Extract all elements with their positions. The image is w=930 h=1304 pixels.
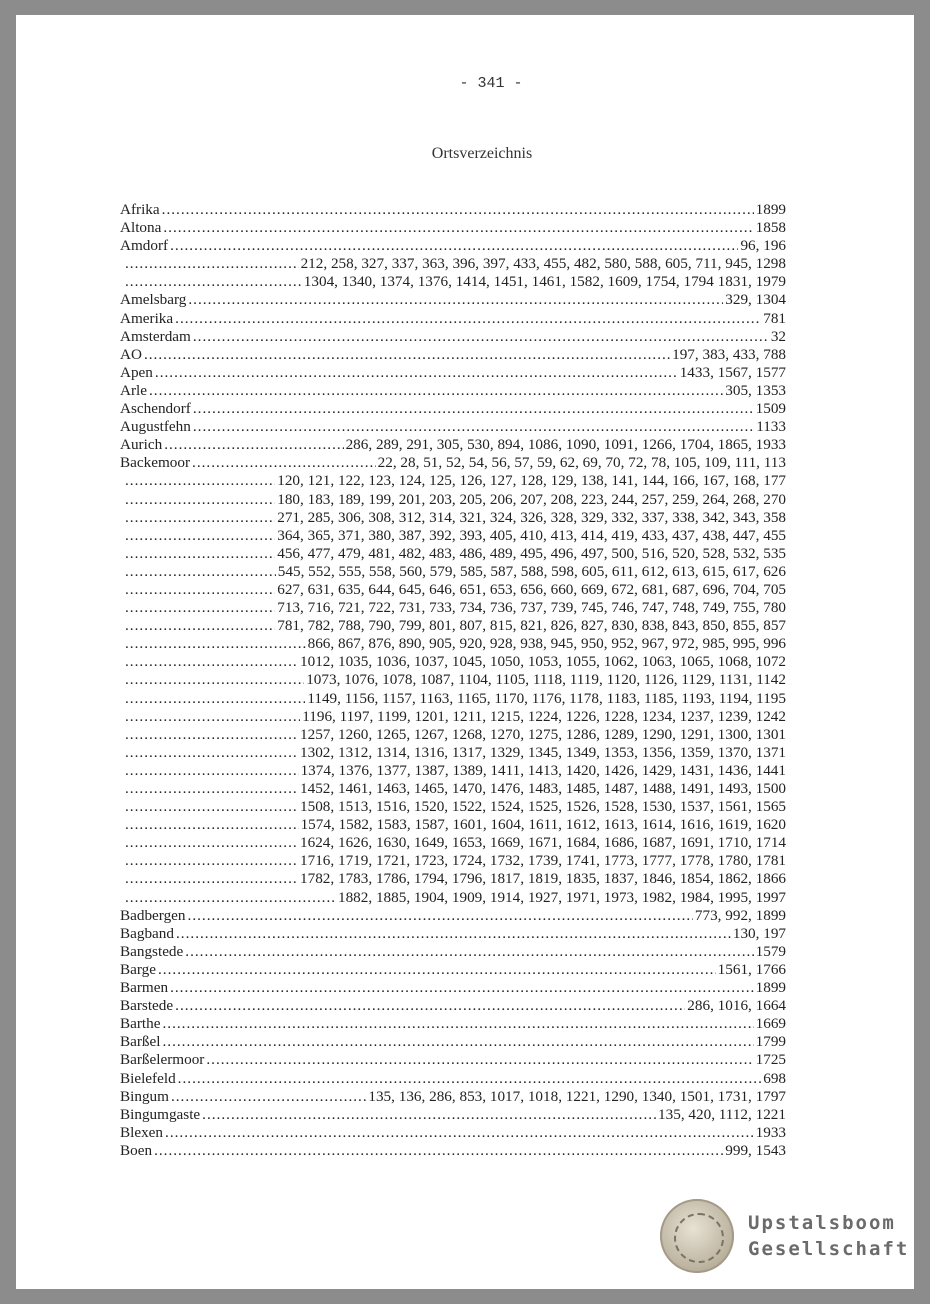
dot-leader [162, 201, 754, 219]
place-name: Barthe [120, 1015, 161, 1033]
dot-leader [176, 925, 731, 943]
index-entry [120, 364, 786, 382]
dot-leader [165, 1124, 754, 1142]
page-references: 1196, 1197, 1199, 1201, 1211, 1215, 1224, 1226, 1228, 1234, 1237, 1239, 1242 [302, 707, 786, 725]
dot-leader [193, 328, 769, 346]
page-references: 286, 289, 291, 305, 530, 894, 1086, 1090, 1091, 1266, 1704, 1865, 1933 [345, 436, 786, 454]
index-entry-continuation [120, 816, 786, 834]
page-references: 1882, 1885, 1904, 1909, 1914, 1927, 1971, 1973, 1982, 1984, 1995, 1997 [337, 888, 786, 906]
page-references: 1858 [755, 219, 786, 237]
place-name: AO [120, 345, 142, 363]
page-references: 1302, 1312, 1314, 1316, 1317, 1329, 1345, 1349, 1353, 1356, 1359, 1370, 1371 [300, 743, 786, 761]
page-references: 130, 197 [732, 924, 786, 942]
dot-leader [125, 889, 336, 907]
index-entry-continuation [120, 762, 786, 780]
place-name: Backemoor [120, 454, 191, 472]
index-entry-continuation [120, 852, 786, 870]
seal-icon [660, 1199, 734, 1273]
index-entry [120, 328, 786, 346]
page-references: 1561, 1766 [717, 960, 786, 978]
place-name: Bingumgaste [120, 1105, 201, 1123]
page-references: 329, 1304 [725, 291, 786, 309]
dot-leader [125, 726, 298, 744]
index-entry-continuation [120, 527, 786, 545]
dot-leader [125, 653, 298, 671]
page-references: 1433, 1567, 1577 [679, 363, 786, 381]
index-entry-continuation [120, 653, 786, 671]
dot-leader [125, 834, 298, 852]
dot-leader [175, 997, 685, 1015]
index-entry-continuation [120, 889, 786, 907]
index-entry-continuation [120, 581, 786, 599]
dot-leader [125, 708, 300, 726]
dot-leader [162, 1033, 753, 1051]
place-name: Amsterdam [120, 327, 191, 345]
index-entry [120, 418, 786, 436]
dot-leader [125, 762, 299, 780]
page-references: 781 [763, 309, 786, 327]
dot-leader [125, 581, 275, 599]
page-references: 1624, 1626, 1630, 1649, 1653, 1669, 1671, 1684, 1686, 1687, 1691, 1710, 1714 [300, 834, 786, 852]
index-entry-continuation [120, 545, 786, 563]
page-references: 1799 [755, 1033, 786, 1051]
dot-leader [125, 870, 298, 888]
place-name: Bangstede [120, 942, 184, 960]
dot-leader [125, 744, 298, 762]
page-references: 456, 477, 479, 481, 482, 483, 486, 489, 495, 496, 497, 500, 516, 520, 528, 532, 535 [277, 544, 786, 562]
page-references: 1452, 1461, 1463, 1465, 1470, 1476, 1483, 1485, 1487, 1488, 1491, 1493, 1500 [300, 780, 786, 797]
page-references: 305, 1353 [725, 381, 786, 399]
index-entry [120, 1015, 786, 1033]
index-entry [120, 436, 786, 454]
index-entry-continuation [120, 635, 786, 653]
page-title: Ortsverzeichnis [431, 145, 533, 162]
index-entry [120, 1033, 786, 1051]
place-name: Bingum [120, 1087, 169, 1105]
index-entry-continuation [120, 599, 786, 617]
index-entry [120, 1124, 786, 1142]
dot-leader [154, 1142, 723, 1160]
index-entry [120, 961, 786, 979]
place-name: Barstede [120, 997, 174, 1015]
page-references: 135, 136, 286, 853, 1017, 1018, 1221, 1290, 1340, 1501, 1731, 1797 [368, 1087, 786, 1105]
dot-leader [125, 527, 275, 545]
page-references: 364, 365, 371, 380, 387, 392, 393, 405, 410, 413, 414, 419, 433, 437, 438, 447, 455 [277, 526, 786, 544]
place-name: Amelsbarg [120, 291, 187, 309]
place-name: Amerika [120, 309, 174, 327]
page-references: 212, 258, 327, 337, 363, 396, 397, 433, 455, 482, 580, 588, 605, 711, 945, 1298 [300, 255, 786, 273]
dot-leader [125, 635, 306, 653]
place-name: Amdorf [120, 237, 169, 255]
dot-leader [125, 255, 299, 273]
logo-text [748, 1210, 909, 1262]
dot-leader [202, 1106, 656, 1124]
page-references: 286, 1016, 1664 [687, 997, 786, 1015]
page-references: 698 [763, 1069, 786, 1087]
index-entry-continuation [120, 509, 786, 527]
index-entry [120, 1070, 786, 1088]
place-name: Barßelermoor [120, 1051, 205, 1069]
index-entry [120, 979, 786, 997]
page-references: 1304, 1340, 1374, 1376, 1414, 1451, 1461, 1582, 1609, 1754, 1794 1831, 1979 [303, 273, 786, 291]
place-name: Altona [120, 219, 162, 237]
page-references: 1073, 1076, 1078, 1087, 1104, 1105, 1118, 1119, 1120, 1126, 1129, 1131, 1142 [306, 671, 786, 689]
page-references: 1716, 1719, 1721, 1723, 1724, 1732, 1739, 1741, 1773, 1777, 1778, 1780, 1781 [300, 852, 786, 870]
page-references: 1574, 1582, 1583, 1587, 1601, 1604, 1611, 1612, 1613, 1614, 1616, 1619, 1620 [300, 816, 786, 834]
dot-leader [125, 617, 275, 635]
page-references: 1133 [756, 418, 786, 436]
index-entry [120, 310, 786, 328]
index-entry-continuation [120, 563, 786, 581]
page-references: 1899 [755, 201, 786, 218]
page-references: 197, 383, 433, 788 [672, 345, 786, 363]
index-entry [120, 925, 786, 943]
dot-leader [125, 273, 302, 291]
page-references: 1782, 1783, 1786, 1794, 1796, 1817, 1819, 1835, 1837, 1846, 1854, 1862, 1866 [300, 870, 786, 888]
index-entry [120, 382, 786, 400]
document-page [16, 15, 914, 1289]
dot-leader [170, 979, 754, 997]
place-name: Barßel [120, 1033, 161, 1051]
page-references: 1149, 1156, 1157, 1163, 1165, 1170, 1176, 1178, 1183, 1185, 1193, 1194, 1195 [307, 689, 786, 707]
dot-leader [125, 599, 275, 617]
dot-leader [155, 364, 678, 382]
logo-line-1: Upstalsboom [748, 1212, 896, 1234]
dot-leader [125, 563, 276, 581]
dot-leader [125, 798, 298, 816]
page-references: 545, 552, 555, 558, 560, 579, 585, 587, 588, 598, 605, 611, 612, 613, 615, 617, 626 [277, 562, 786, 580]
dot-leader [171, 1088, 366, 1106]
dot-leader [158, 961, 716, 979]
index-entry [120, 907, 786, 925]
page-references: 135, 420, 1112, 1221 [658, 1105, 786, 1123]
place-name: Badbergen [120, 906, 186, 924]
index-entry [120, 943, 786, 961]
dot-leader [188, 907, 693, 925]
dot-leader [149, 382, 723, 400]
index-entry-continuation [120, 491, 786, 509]
index-entry [120, 400, 786, 418]
place-name: Bielefeld [120, 1069, 176, 1087]
index-entry [120, 219, 786, 237]
index-entry [120, 237, 786, 255]
page-references: 713, 716, 721, 722, 731, 733, 734, 736, 737, 739, 745, 746, 747, 748, 749, 755, 780 [277, 599, 786, 617]
place-name: Boen [120, 1141, 153, 1159]
page-references: 1933 [755, 1123, 786, 1141]
page-references: 866, 867, 876, 890, 905, 920, 928, 938, 945, 950, 952, 967, 972, 985, 995, 996 [307, 635, 786, 653]
page-references: 1012, 1035, 1036, 1037, 1045, 1050, 1053, 1055, 1062, 1063, 1065, 1068, 1072 [300, 653, 786, 671]
page-references: 32 [770, 327, 786, 345]
dot-leader [125, 780, 298, 798]
place-name: Blexen [120, 1123, 164, 1141]
dot-leader [125, 671, 304, 689]
page-references: 180, 183, 189, 199, 201, 203, 205, 206, 207, 208, 223, 244, 257, 259, 264, 268, 270 [277, 490, 786, 508]
index-entry-continuation [120, 472, 786, 490]
place-name: Apen [120, 363, 153, 381]
page-references: 1508, 1513, 1516, 1520, 1522, 1524, 1525, 1526, 1528, 1530, 1537, 1561, 1565 [300, 798, 786, 816]
index-entry-continuation [120, 255, 786, 273]
page-references: 781, 782, 788, 790, 799, 801, 807, 815, 821, 826, 827, 830, 838, 843, 850, 855, 857 [277, 617, 786, 635]
index-entry-continuation [120, 798, 786, 816]
dot-leader [163, 219, 753, 237]
dot-leader [192, 454, 376, 472]
page-number: - 341 - [459, 75, 523, 92]
page-references: 271, 285, 306, 308, 312, 314, 321, 324, 326, 328, 329, 332, 337, 338, 342, 343, 358 [277, 508, 786, 526]
index-entry-continuation [120, 708, 786, 726]
dot-leader [193, 400, 754, 418]
dot-leader [125, 509, 275, 527]
place-name: Augustfehn [120, 418, 191, 436]
index-entry [120, 997, 786, 1015]
place-name: Aurich [120, 436, 163, 454]
dot-leader [144, 346, 670, 364]
dot-leader [193, 418, 754, 436]
index-entry [120, 1142, 786, 1160]
index-entry [120, 346, 786, 364]
dot-leader [125, 690, 305, 708]
page-references: 1899 [755, 979, 786, 997]
page-references: 22, 28, 51, 52, 54, 56, 57, 59, 62, 69, 70, 72, 78, 105, 109, 111, 113 [377, 454, 786, 472]
dot-leader [185, 943, 753, 961]
index-entry-continuation [120, 273, 786, 291]
place-name: Barmen [120, 979, 169, 997]
index-entry-continuation [120, 744, 786, 762]
index-entry [120, 291, 786, 309]
index-entry-continuation [120, 726, 786, 744]
page-references: 1725 [755, 1051, 786, 1069]
page-references: 1374, 1376, 1377, 1387, 1389, 1411, 1413, 1420, 1426, 1429, 1431, 1436, 1441 [300, 761, 786, 779]
place-name: Aschendorf [120, 400, 191, 418]
dot-leader [125, 816, 299, 834]
logo-line-2: Gesellschaft [748, 1238, 910, 1260]
dot-leader [125, 472, 275, 490]
index-entry-continuation [120, 780, 786, 798]
index-entry-continuation [120, 870, 786, 888]
page-references: 999, 1543 [725, 1141, 786, 1159]
dot-leader [206, 1051, 753, 1069]
index-entry [120, 201, 786, 219]
publisher-logo [660, 1199, 909, 1273]
place-name: Barge [120, 960, 156, 978]
page-references: 1669 [755, 1015, 786, 1033]
index-entry-continuation [120, 671, 786, 689]
dot-leader [125, 545, 275, 563]
place-name: Bagband [120, 924, 174, 942]
dot-leader [162, 1015, 753, 1033]
index-entry [120, 454, 786, 472]
dot-leader [178, 1070, 762, 1088]
page-references: 120, 121, 122, 123, 124, 125, 126, 127, 128, 129, 138, 141, 144, 166, 167, 168, 177 [277, 472, 786, 490]
index-entry-continuation [120, 834, 786, 852]
index-entry [120, 1088, 786, 1106]
page-references: 1257, 1260, 1265, 1267, 1268, 1270, 1275, 1286, 1289, 1290, 1291, 1300, 1301 [300, 725, 786, 743]
index-entry [120, 1051, 786, 1069]
index-entry [120, 1106, 786, 1124]
place-index-list [120, 201, 786, 1160]
dot-leader [188, 291, 723, 309]
page-references: 96, 196 [740, 237, 786, 255]
dot-leader [175, 310, 761, 328]
place-name: Afrika [120, 201, 160, 218]
dot-leader [170, 237, 738, 255]
page-references: 1509 [755, 400, 786, 418]
page-references: 1579 [755, 942, 786, 960]
dot-leader [125, 491, 275, 509]
place-name: Arle [120, 381, 147, 399]
dot-leader [164, 436, 343, 454]
index-entry-continuation [120, 617, 786, 635]
dot-leader [125, 852, 298, 870]
page-references: 627, 631, 635, 644, 645, 646, 651, 653, 656, 660, 669, 672, 681, 687, 696, 704, 705 [277, 580, 786, 598]
index-entry-continuation [120, 690, 786, 708]
page-references: 773, 992, 1899 [694, 906, 786, 924]
